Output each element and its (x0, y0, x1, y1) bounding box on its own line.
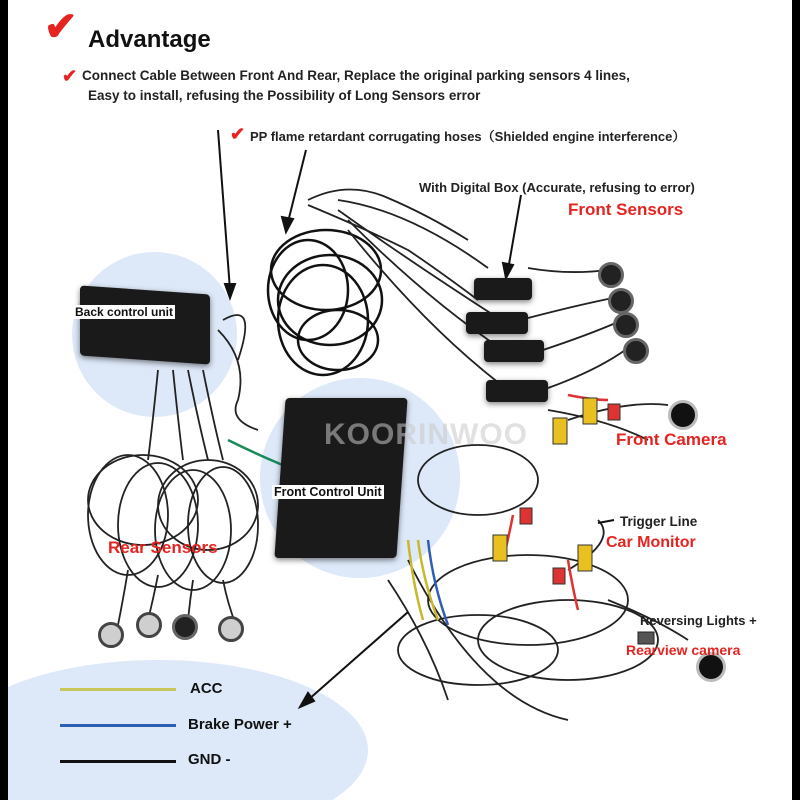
rearview-camera-label: Rearview camera (626, 642, 741, 658)
rear-sensor-1 (98, 622, 124, 648)
front-sensor-3 (613, 312, 639, 338)
digital-box-2 (466, 312, 528, 334)
digital-box-1 (474, 278, 532, 300)
product-image (8, 0, 792, 800)
point1-line1: Connect Cable Between Front And Rear, Replace the original parking sensors 4 lines, (82, 68, 630, 83)
point1-line2: Easy to install, refusing the Possibility of Long Sensors error (88, 88, 481, 103)
digital-box-label: With Digital Box (Accurate, refusing to error) (419, 180, 695, 195)
digital-box-4 (486, 380, 548, 402)
legend-label-brake: Brake Power + (188, 716, 292, 733)
rear-sensor-2 (136, 612, 162, 638)
rear-sensor-4 (218, 616, 244, 642)
front-control-unit-label: Front Control Unit (274, 485, 382, 499)
watermark: KOORINWOO (324, 418, 528, 451)
point2-text: PP flame retardant corrugating hoses（Shielded engine interference） (250, 129, 686, 144)
page-title: Advantage (88, 26, 211, 53)
trigger-line-label: Trigger Line (620, 514, 698, 529)
legend-label-gnd: GND - (188, 751, 231, 768)
check-icon-point2: ✔ (230, 124, 246, 144)
check-icon-point1: ✔ (62, 66, 78, 86)
check-icon-title: ✔ (44, 5, 78, 49)
digital-box-3 (484, 340, 544, 362)
back-control-unit-label: Back control unit (75, 305, 174, 319)
front-sensor-4 (623, 338, 649, 364)
front-camera-device (668, 400, 698, 430)
front-camera-label: Front Camera (616, 430, 727, 449)
legend-label-acc: ACC (190, 680, 223, 697)
legend-line-gnd (60, 760, 176, 763)
car-monitor-label: Car Monitor (606, 534, 696, 551)
legend-line-acc (60, 688, 176, 691)
front-sensor-1 (598, 262, 624, 288)
rear-sensor-3 (172, 614, 198, 640)
legend-line-brake (60, 724, 176, 727)
front-sensors-label: Front Sensors (568, 200, 684, 219)
reversing-lights-label: Reversing Lights + (640, 613, 757, 628)
back-control-unit-device (80, 285, 210, 364)
front-sensor-2 (608, 288, 634, 314)
rear-sensors-label: Rear Sensors (108, 538, 218, 557)
